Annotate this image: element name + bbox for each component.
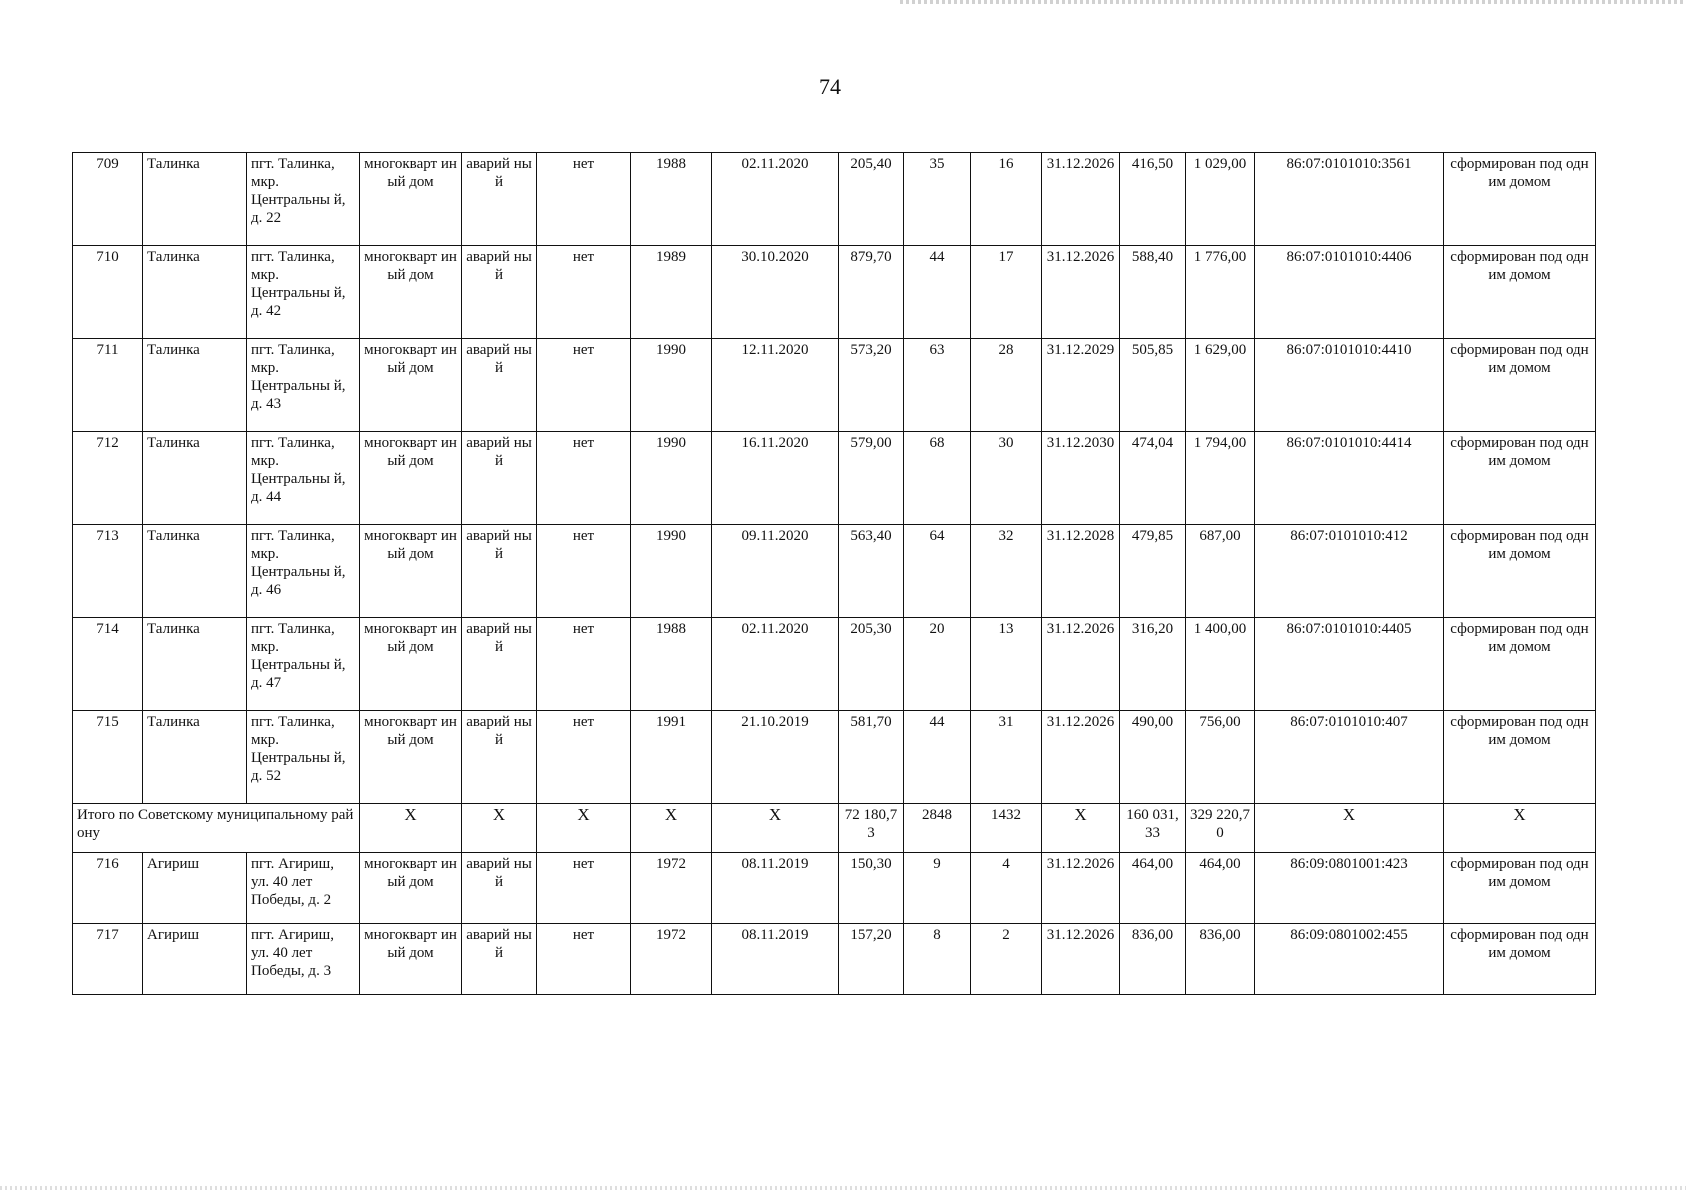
table-cell: 479,85 [1120,525,1186,618]
scan-artifact-top [900,0,1686,4]
table-cell: 1988 [631,153,712,246]
table-cell: Талинка [143,153,247,246]
table-cell: 02.11.2020 [712,618,839,711]
table-cell: 1990 [631,525,712,618]
table-cell: X [712,804,839,853]
total-label: Итого по Советскому муниципальному району [73,804,360,853]
table-cell: 02.11.2020 [712,153,839,246]
table-cell: 474,04 [1120,432,1186,525]
table-cell: сформирован под одним домом [1444,246,1596,339]
table-cell: нет [537,153,631,246]
table-cell: 44 [904,246,971,339]
table-cell: 581,70 [839,711,904,804]
table-cell: 205,30 [839,618,904,711]
table-cell: 150,30 [839,853,904,924]
table-cell: 17 [971,246,1042,339]
table-cell: 86:09:0801002:455 [1255,924,1444,995]
table-cell: 316,20 [1120,618,1186,711]
table-cell: аварий ный [462,432,537,525]
table-cell: сформирован под одним домом [1444,339,1596,432]
table-cell: 157,20 [839,924,904,995]
housing-table [72,152,1596,995]
table-cell: 579,00 [839,432,904,525]
scan-artifact-bottom [0,1186,1686,1190]
table-cell: 563,40 [839,525,904,618]
table-cell: нет [537,711,631,804]
table-cell: X [1255,804,1444,853]
table-cell: 2848 [904,804,971,853]
table-cell: 1990 [631,339,712,432]
table-cell: Талинка [143,339,247,432]
table-cell: 879,70 [839,246,904,339]
table-cell: 31.12.2026 [1042,711,1120,804]
table-cell: X [360,804,462,853]
table-cell: 35 [904,153,971,246]
table-cell: 1972 [631,924,712,995]
table-cell: 710 [73,246,143,339]
table-cell: 1972 [631,853,712,924]
table-cell: 16.11.2020 [712,432,839,525]
table-cell: 712 [73,432,143,525]
table-cell: аварий ный [462,924,537,995]
table-cell: многокварт иный дом [360,339,462,432]
table-cell: многокварт иный дом [360,924,462,995]
page-number: 74 [819,74,841,99]
table-cell: 717 [73,924,143,995]
table-cell: 32 [971,525,1042,618]
table-cell: 64 [904,525,971,618]
table-row [73,924,1596,995]
table-cell: 505,85 [1120,339,1186,432]
table-cell: 31 [971,711,1042,804]
table-cell: аварий ный [462,339,537,432]
table-cell: 30.10.2020 [712,246,839,339]
table-cell: 1989 [631,246,712,339]
table-cell: 86:07:0101010:4405 [1255,618,1444,711]
table-cell: X [631,804,712,853]
table-cell: 1988 [631,618,712,711]
table-cell: многокварт иный дом [360,711,462,804]
table-cell: 31.12.2026 [1042,618,1120,711]
table-cell: 716 [73,853,143,924]
table-cell: аварий ный [462,711,537,804]
table-cell: 9 [904,853,971,924]
table-cell: 160 031,33 [1120,804,1186,853]
table-cell: 68 [904,432,971,525]
table-cell: X [537,804,631,853]
table-cell: многокварт иный дом [360,246,462,339]
table-cell: 86:07:0101010:407 [1255,711,1444,804]
table-cell: нет [537,432,631,525]
table-cell: 573,20 [839,339,904,432]
table-cell: нет [537,525,631,618]
table-row [73,153,1596,246]
table-cell: 86:07:0101010:3561 [1255,153,1444,246]
table-cell: 28 [971,339,1042,432]
table-cell: многокварт иный дом [360,853,462,924]
table-cell: Агириш [143,924,247,995]
table-cell: 31.12.2026 [1042,153,1120,246]
table-cell: нет [537,246,631,339]
table-cell: 756,00 [1186,711,1255,804]
table-cell: 1991 [631,711,712,804]
table-cell: 1 400,00 [1186,618,1255,711]
table-cell: пгт. Талинка, мкр. Центральны й, д. 22 [247,153,360,246]
table-cell: сформирован под одним домом [1444,618,1596,711]
table-cell: 31.12.2026 [1042,853,1120,924]
table-cell: пгт. Агириш, ул. 40 лет Победы, д. 3 [247,924,360,995]
table-cell: 205,40 [839,153,904,246]
table-cell: пгт. Талинка, мкр. Центральны й, д. 42 [247,246,360,339]
table-cell: 1 794,00 [1186,432,1255,525]
table-cell: многокварт иный дом [360,153,462,246]
table-cell: 8 [904,924,971,995]
table-cell: Агириш [143,853,247,924]
table-cell: 09.11.2020 [712,525,839,618]
table-cell: сформирован под одним домом [1444,853,1596,924]
table-cell: 16 [971,153,1042,246]
table-cell: 1432 [971,804,1042,853]
table-cell: 86:09:0801001:423 [1255,853,1444,924]
table-cell: 86:07:0101010:4406 [1255,246,1444,339]
table-cell: нет [537,853,631,924]
table-row [73,618,1596,711]
table-cell: 836,00 [1120,924,1186,995]
table-cell: 86:07:0101010:4410 [1255,339,1444,432]
table-cell: аварий ный [462,618,537,711]
table-cell: 711 [73,339,143,432]
table-cell: 31.12.2029 [1042,339,1120,432]
table-row [73,711,1596,804]
table-cell: сформирован под одним домом [1444,153,1596,246]
table-cell: 714 [73,618,143,711]
table-cell: аварий ный [462,853,537,924]
table-cell: Талинка [143,618,247,711]
table-cell: 31.12.2026 [1042,924,1120,995]
table-row [73,525,1596,618]
table-cell: пгт. Талинка, мкр. Центральны й, д. 46 [247,525,360,618]
table-cell: пгт. Талинка, мкр. Центральны й, д. 47 [247,618,360,711]
table-cell: X [1444,804,1596,853]
table-cell: 44 [904,711,971,804]
table-cell: 464,00 [1120,853,1186,924]
table-cell: 709 [73,153,143,246]
table-cell: многокварт иный дом [360,525,462,618]
table-cell: аварий ный [462,246,537,339]
table-cell: 72 180,73 [839,804,904,853]
table-cell: пгт. Талинка, мкр. Центральны й, д. 44 [247,432,360,525]
table-cell: сформирован под одним домом [1444,432,1596,525]
table-cell: 836,00 [1186,924,1255,995]
table-cell: 713 [73,525,143,618]
total-row [73,804,1596,853]
table-cell: пгт. Агириш, ул. 40 лет Победы, д. 2 [247,853,360,924]
table-cell: сформирован под одним домом [1444,924,1596,995]
table-cell: X [1042,804,1120,853]
table-cell: 687,00 [1186,525,1255,618]
table-cell: 30 [971,432,1042,525]
table-cell: Талинка [143,246,247,339]
table-cell: 31.12.2026 [1042,246,1120,339]
table-cell: 4 [971,853,1042,924]
table-cell: пгт. Талинка, мкр. Центральны й, д. 52 [247,711,360,804]
table-cell: 490,00 [1120,711,1186,804]
table-cell: нет [537,339,631,432]
table-cell: 1 029,00 [1186,153,1255,246]
table-cell: 08.11.2019 [712,853,839,924]
table-cell: 31.12.2028 [1042,525,1120,618]
table-cell: 31.12.2030 [1042,432,1120,525]
table-cell: сформирован под одним домом [1444,711,1596,804]
table-cell: 08.11.2019 [712,924,839,995]
table-cell: 13 [971,618,1042,711]
table-cell: 86:07:0101010:4414 [1255,432,1444,525]
table-cell: аварий ный [462,153,537,246]
table-cell: 715 [73,711,143,804]
table-cell: многокварт иный дом [360,618,462,711]
table-cell: 86:07:0101010:412 [1255,525,1444,618]
table-cell: 464,00 [1186,853,1255,924]
table-cell: 12.11.2020 [712,339,839,432]
table-cell: нет [537,618,631,711]
table-cell: 329 220,70 [1186,804,1255,853]
table-cell: аварий ный [462,525,537,618]
table-cell: Талинка [143,711,247,804]
table-cell: сформирован под одним домом [1444,525,1596,618]
table-cell: X [462,804,537,853]
table-cell: нет [537,924,631,995]
table-cell: пгт. Талинка, мкр. Центральны й, д. 43 [247,339,360,432]
table-cell: 1 776,00 [1186,246,1255,339]
table-cell: 2 [971,924,1042,995]
table-cell: 1 629,00 [1186,339,1255,432]
table-cell: 20 [904,618,971,711]
table-row [73,246,1596,339]
table-row [73,339,1596,432]
table-cell: Талинка [143,525,247,618]
table-cell: 588,40 [1120,246,1186,339]
table-row [73,432,1596,525]
table-cell: Талинка [143,432,247,525]
table-cell: 416,50 [1120,153,1186,246]
table-row [73,853,1596,924]
table-cell: 1990 [631,432,712,525]
table-cell: 21.10.2019 [712,711,839,804]
table-cell: 63 [904,339,971,432]
table-cell: многокварт иный дом [360,432,462,525]
